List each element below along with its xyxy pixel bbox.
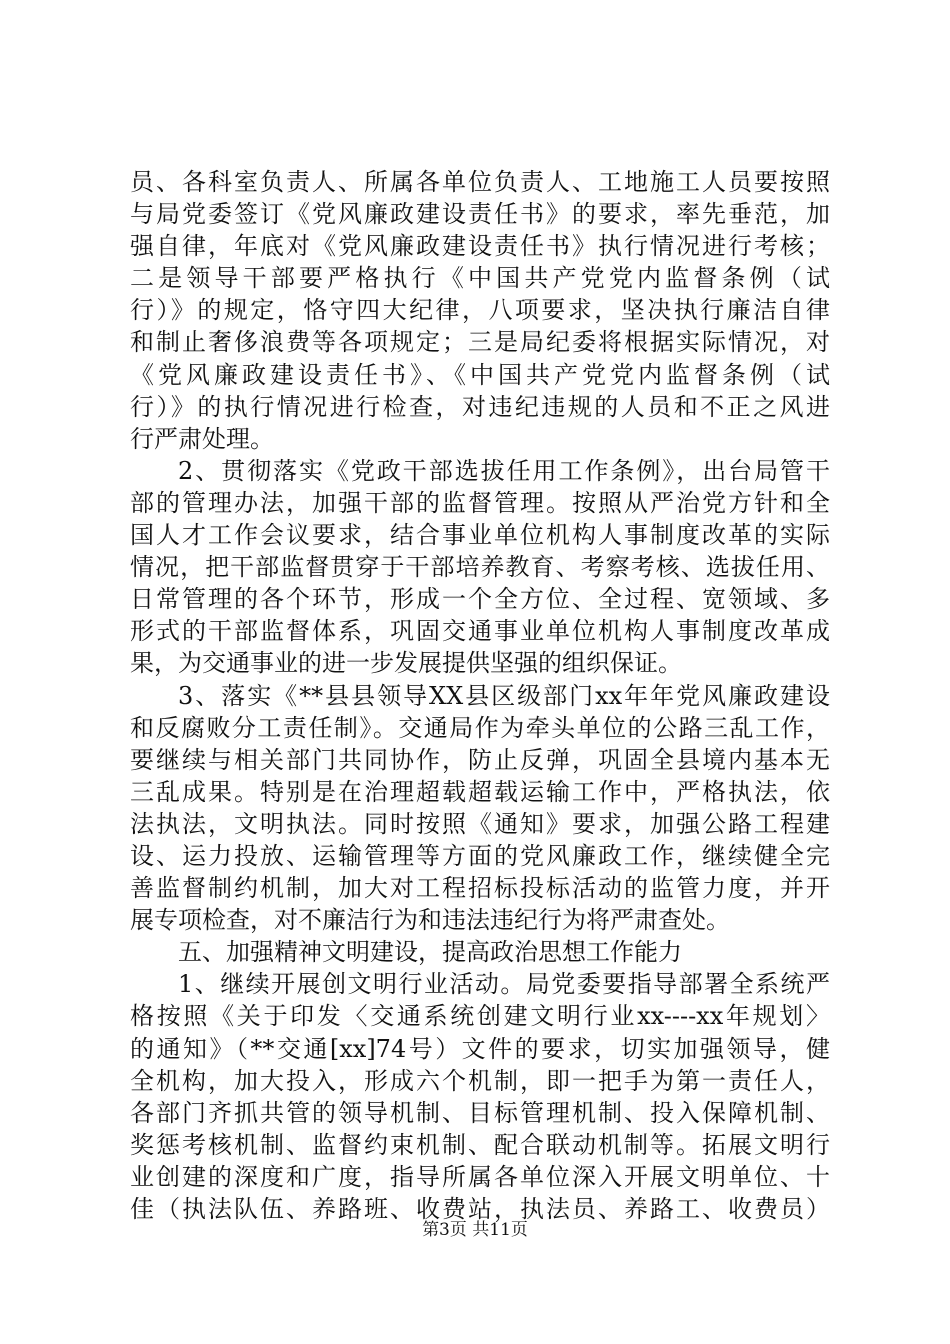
- text-line: 全机构，加大投入，形成六个机制，即一把手为第一责任人，: [130, 1066, 830, 1095]
- text-line: 行）》的执行情况进行检查，对违纪违规的人员和不正之风进: [130, 392, 830, 421]
- text-line: 佳（执法队伍、养路班、收费站，执法员、养路工、收费员）: [130, 1195, 830, 1223]
- text-line: 要继续与相关部门共同协作，防止反弹，巩固全县境内基本无: [130, 745, 830, 774]
- text-line: 3、落实《**县县领导XX县区级部门xx年年党风廉政建设: [178, 681, 830, 710]
- text-line: 形式的干部监督体系，巩固交通事业单位机构人事制度改革成: [130, 617, 830, 646]
- text-line: 强自律，年底对《党风廉政建设责任书》执行情况进行考核；: [130, 232, 830, 261]
- page-footer: 第3页 共11页: [422, 1220, 528, 1240]
- text-line: 员、各科室负责人、所属各单位负责人、工地施工人员要按照: [130, 168, 830, 196]
- text-line: 善监督制约机制，加大对工程招标投标活动的监管力度，并开: [130, 874, 830, 903]
- text-line: 1、继续开展创文明行业活动。局党委要指导部署全系统严: [178, 970, 830, 999]
- text-line: 格按照《关于印发〈交通系统创建文明行业xx----xx年规划〉: [130, 1002, 830, 1031]
- text-line: 《党风廉政建设责任书》、《中国共产党党内监督条例（试: [130, 360, 830, 389]
- text-line: 法执法，文明执法。同时按照《通知》要求，加强公路工程建: [130, 809, 830, 838]
- text-line: 的通知》（**交通[xx]74号）文件的要求，切实加强领导，健: [130, 1034, 830, 1063]
- text-line: 和反腐败分工责任制》。交通局作为牵头单位的公路三乱工作，: [130, 713, 830, 742]
- text-line: 三乱成果。特别是在治理超载超载运输工作中，严格执法，依: [130, 777, 830, 806]
- text-line: 国人才工作会议要求，结合事业单位机构人事制度改革的实际: [130, 521, 830, 550]
- text-line: 二是领导干部要严格执行《中国共产党党内监督条例（试: [130, 264, 830, 293]
- body-text: [130, 166, 830, 1225]
- text-line: 果，为交通事业的进一步发展提供坚强的组织保证。: [130, 649, 682, 678]
- text-line: 日常管理的各个环节，形成一个全方位、全过程、宽领域、多: [130, 585, 830, 614]
- text-line: 情况，把干部监督贯穿于干部培养教育、考察考核、选拔任用、: [130, 553, 830, 582]
- text-line: 五、加强精神文明建设，提高政治思想工作能力: [178, 938, 682, 967]
- text-line: 行严肃处理。: [130, 424, 274, 453]
- text-line: 设、运力投放、运输管理等方面的党风廉政工作，继续健全完: [130, 841, 830, 870]
- text-line: 2、贯彻落实《党政干部选拔任用工作条例》，出台局管干: [178, 456, 830, 485]
- text-line: 业创建的深度和广度，指导所属各单位深入开展文明单位、十: [130, 1162, 830, 1191]
- text-line: 与局党委签订《党风廉政建设责任书》的要求，率先垂范，加: [130, 200, 830, 229]
- text-line: 各部门齐抓共管的领导机制、目标管理机制、投入保障机制、: [130, 1098, 830, 1127]
- text-line: 展专项检查，对不廉洁行为和违法违纪行为将严肃查处。: [130, 906, 730, 935]
- text-line: 部的管理办法，加强干部的监督管理。按照从严治党方针和全: [130, 488, 830, 517]
- text-line: 奖惩考核机制、监督约束机制、配合联动机制等。拓展文明行: [130, 1130, 830, 1159]
- text-line: 行）》的规定，恪守四大纪律，八项要求，坚决执行廉洁自律: [130, 296, 830, 325]
- text-line: 和制止奢侈浪费等各项规定；三是局纪委将根据实际情况，对: [130, 328, 830, 357]
